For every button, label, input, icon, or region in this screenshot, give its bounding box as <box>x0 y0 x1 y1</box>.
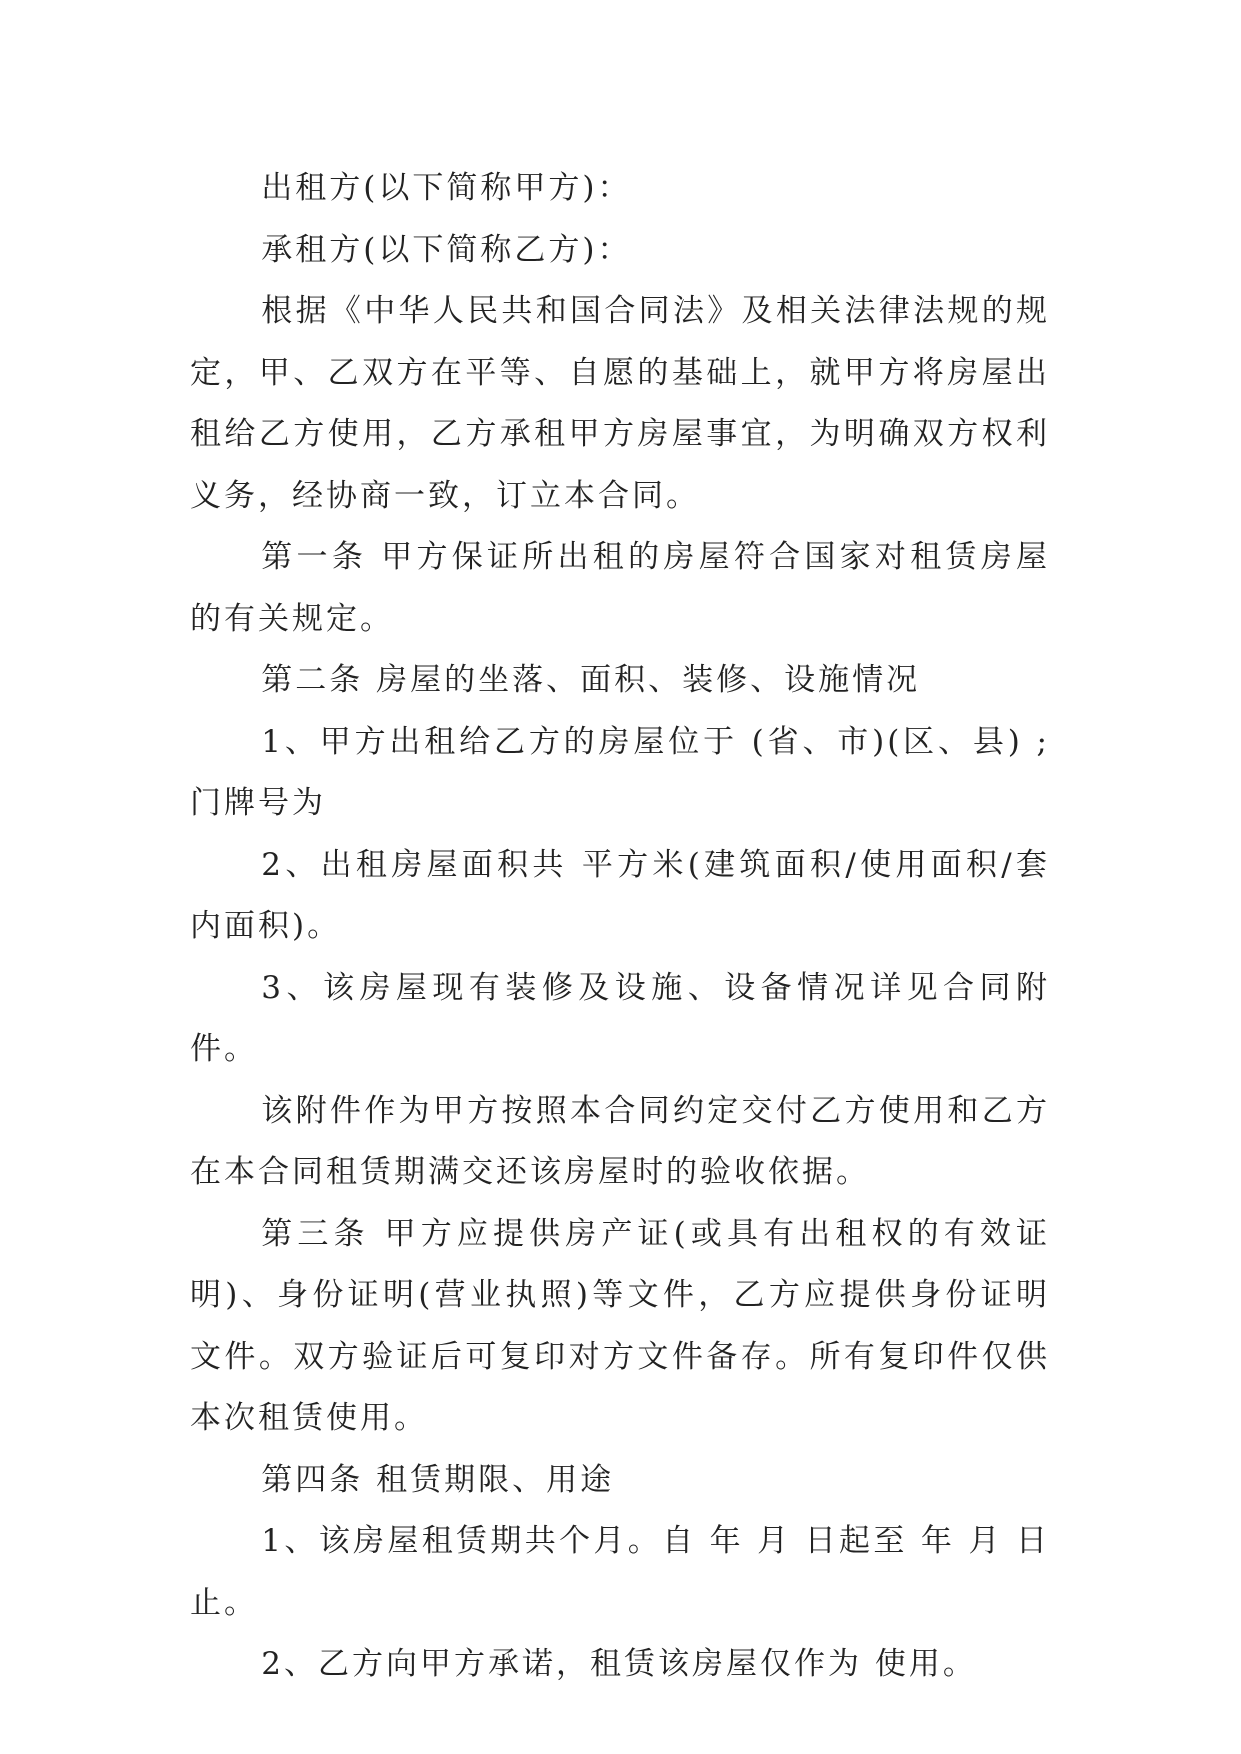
article-2-item-3: 3、该房屋现有装修及设施、设备情况详见合同附件。 <box>190 969 1050 1067</box>
article-1: 第一条 甲方保证所出租的房屋符合国家对租赁房屋的有关规定。 <box>190 539 1050 637</box>
article-4-item-1: 1、该房屋租赁期共个月。自 年 月 日起至 年 月 日止。 <box>190 1523 1050 1621</box>
article-2-heading: 第二条 房屋的坐落、面积、装修、设施情况 <box>261 662 921 698</box>
contract-body <box>190 158 1050 1696</box>
attachment-note: 该附件作为甲方按照本合同约定交付乙方使用和乙方在本合同租赁期满交还该房屋时的验收依据。 <box>190 1092 1050 1190</box>
preamble-paragraph: 根据《中华人民共和国合同法》及相关法律法规的规定，甲、乙双方在平等、自愿的基础上，就甲方将房屋出租给乙方使用，乙方承租甲方房屋事宜，为明确双方权利义务，经协商一致，订立本合同。 <box>190 293 1050 514</box>
article-2-item-2: 2、出租房屋面积共 平方米(建筑面积/使用面积/套内面积)。 <box>190 846 1050 944</box>
article-2-item-1: 1、甲方出租给乙方的房屋位于 (省、市)(区、县) ;门牌号为 <box>190 723 1050 821</box>
article-3: 第三条 甲方应提供房产证(或具有出租权的有效证明)、身份证明(营业执照)等文件，乙方应提供身份证明文件。双方验证后可复印对方文件备存。所有复印件仅供本次租赁使用。 <box>190 1215 1050 1436</box>
lessee-line: 承租方(以下简称乙方)： <box>261 231 632 268</box>
article-4-heading: 第四条 租赁期限、用途 <box>261 1461 615 1498</box>
article-4-item-2: 2、乙方向甲方承诺，租赁该房屋仅作为 使用。 <box>261 1646 977 1682</box>
lessor-line: 出租方(以下简称甲方)： <box>261 170 632 206</box>
